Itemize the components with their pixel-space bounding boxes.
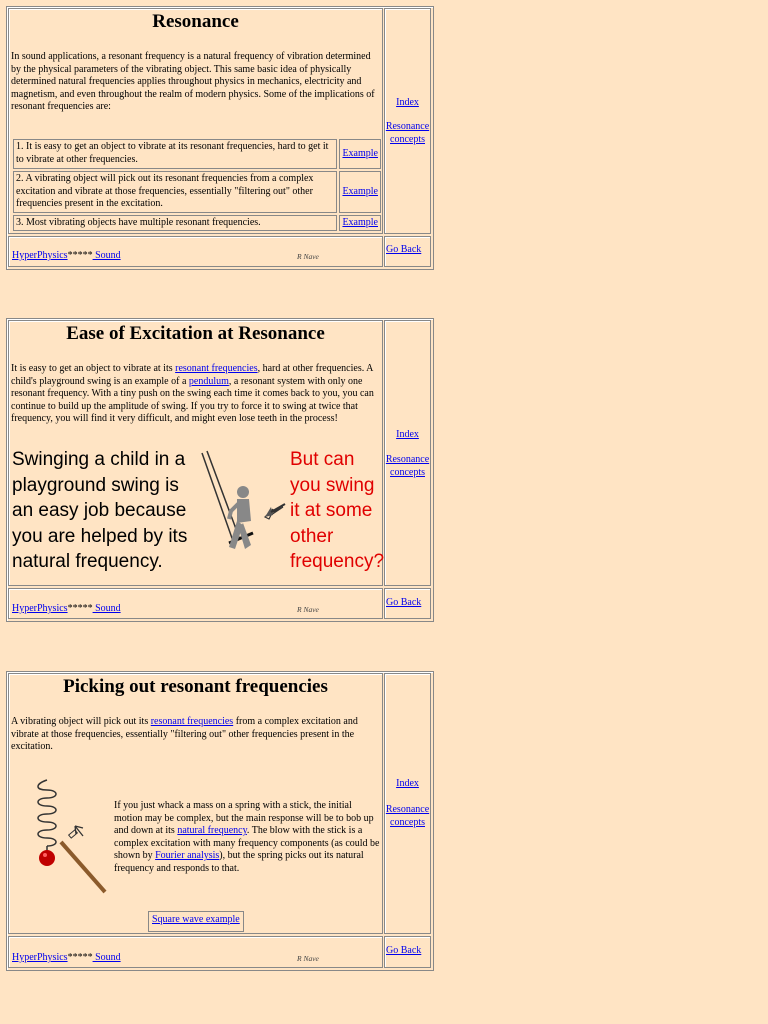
natural-frequency-link[interactable]: natural frequency — [177, 825, 247, 837]
hyperphysics-link[interactable]: HyperPhysics — [12, 250, 68, 261]
spring-explanation: If you just whack a mass on a spring with a stick, the initial motion may be complex, but the main response will be to bob up and down at its natural frequency. The blow with the stick is a complex excitation with many frequency components (as could be shown by Fourier analysis), but the spring picks out its natural frequency and responds to that. — [114, 800, 380, 874]
picking-title: Picking out resonant frequencies — [63, 676, 328, 697]
sound-link[interactable]: Sound — [92, 250, 121, 261]
resonance-concepts-link[interactable]: Resonance concepts — [385, 804, 430, 828]
resonance-content — [8, 8, 383, 234]
hyperphysics-link[interactable]: HyperPhysics — [12, 603, 68, 614]
go-back-cell — [384, 588, 431, 619]
resonance-footer — [8, 236, 383, 267]
swing-caption-right: But can you swing it at some other frequency? — [290, 449, 385, 572]
square-wave-cell — [148, 911, 244, 932]
resonant-frequencies-link[interactable]: resonant frequencies — [175, 363, 258, 374]
resonance-side-nav — [384, 8, 431, 234]
implication-2: 2. A vibrating object will pick out its resonant frequencies from a complex excitation and vibrate at those frequencies, essentially "filtering out" other frequencies present in the excitation. — [13, 171, 337, 213]
swing-caption-left: Swinging a child in a playground swing is an easy job because you are helped by its natural frequency. — [12, 449, 188, 572]
picking-paragraph: A vibrating object will pick out its resonant frequencies from a complex excitation and vibrate at those frequencies, essentially "filtering out" other frequencies present in the excitation. — [11, 716, 358, 753]
author-credit: R Nave — [297, 252, 319, 261]
index-link[interactable]: Index — [396, 778, 419, 789]
resonant-frequencies-link[interactable]: resonant frequencies — [150, 716, 234, 727]
ease-content — [8, 320, 383, 586]
resonance-intro: In sound applications, a resonant frequency is a natural frequency of vibration determined by the physical parameters of the vibrating object. This same basic idea of physically determined natural frequencies applies throughout physics in mechanics, electricity and magnetism, and even throughout the realm of modern physics. Some of the implications of resonant frequencies are: — [11, 51, 375, 113]
ease-paragraph: It is easy to get an object to vibrate at its resonant frequencies, hard at other frequencies. A child's playground swing is an example of a pendulum, a resonant system with only one resonant frequency. With a tiny push on the swing each time it comes back to you, you can continue to build up the amplitude of swing. If you try to force it to swing at twice that frequency, you will find it very difficult, and might even lose teeth in the process! — [11, 363, 374, 425]
resonance-concepts-link[interactable]: Resonance concepts — [385, 454, 430, 478]
example-link-1[interactable]: Example — [342, 147, 378, 159]
example-link-2[interactable]: Example — [342, 185, 378, 197]
implications-table — [11, 137, 383, 233]
footer-stars: ***** — [67, 952, 93, 963]
page-title: Resonance — [152, 11, 239, 32]
ease-footer — [8, 588, 383, 619]
ease-side-nav — [384, 320, 431, 586]
ease-title: Ease of Excitation at Resonance — [66, 323, 325, 344]
author-credit: R Nave — [297, 954, 319, 963]
sound-link[interactable]: Sound — [92, 952, 121, 963]
go-back-link[interactable]: Go Back — [386, 945, 422, 956]
child-swing-illustration — [199, 449, 289, 569]
picking-footer — [8, 936, 383, 968]
go-back-cell — [384, 936, 431, 968]
implication-3: 3. Most vibrating objects have multiple resonant frequencies. — [13, 215, 337, 232]
picking-panel — [6, 671, 434, 971]
picking-side-nav — [384, 673, 431, 934]
pendulum-link[interactable]: pendulum — [188, 375, 229, 387]
implication-1: 1. It is easy to get an object to vibrate at its resonant frequencies, hard to get it to vibrate at other frequencies. — [13, 139, 337, 169]
author-credit: R Nave — [297, 605, 319, 614]
sound-link[interactable]: Sound — [92, 603, 121, 614]
fourier-analysis-link[interactable]: Fourier analysis — [155, 850, 220, 862]
ease-panel — [6, 318, 434, 622]
footer-stars: ***** — [67, 603, 93, 614]
resonance-panel — [6, 6, 434, 270]
go-back-link[interactable]: Go Back — [386, 597, 422, 608]
example-link-3[interactable]: Example — [342, 216, 378, 228]
mass-spring-illustration — [35, 778, 115, 898]
resonance-concepts-link[interactable]: Resonance concepts — [385, 121, 430, 145]
index-link[interactable]: Index — [396, 429, 419, 440]
hyperphysics-link[interactable]: HyperPhysics — [12, 952, 68, 963]
footer-stars: ***** — [67, 250, 93, 261]
picking-content — [8, 673, 383, 934]
square-wave-example-link[interactable]: Square wave example — [152, 914, 240, 925]
go-back-link[interactable]: Go Back — [386, 244, 422, 255]
index-link[interactable]: Index — [396, 97, 419, 108]
go-back-cell — [384, 236, 431, 267]
